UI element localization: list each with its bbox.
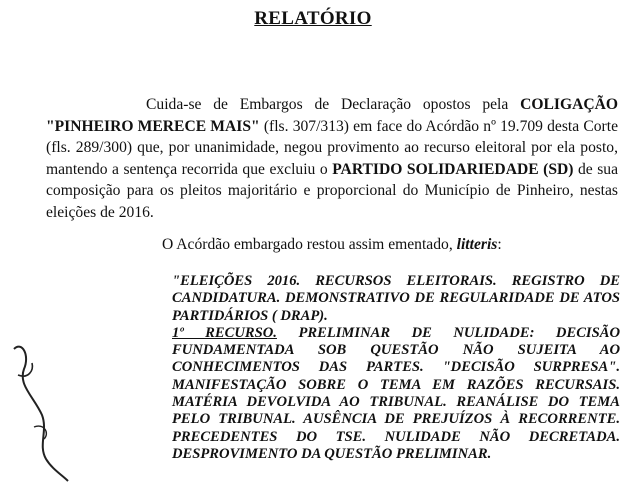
para2-text: O Acórdão embargado restou assim ementado, <box>162 236 453 253</box>
litteris-word: litteris <box>456 236 498 253</box>
handwritten-signature <box>4 335 74 485</box>
ementa-part-1: "ELEIÇÕES 2016. RECURSOS ELEITORAIS. REGISTRO DE CANDIDATURA. DEMONSTRATIVO DE REGULARIDADE DE ATOS PARTIDÁRIOS ( DRAP). <box>172 273 620 324</box>
ementa-quote <box>172 273 620 463</box>
paragraph-indent <box>46 96 146 113</box>
para2-colon: : <box>497 236 502 253</box>
coalition-name: COLIGAÇÃO "PINHEIRO MERECE MAIS" <box>46 96 618 135</box>
para1-text-2: (fls. 307/313) em face do Acórdão nº 19.709 desta Corte (fls. 289/300) que, por unanimidade, negou provimento ao recurso eleitoral por ela posto, mantendo a sentença recorrida que excluiu o <box>46 117 618 178</box>
recurso-label: 1º RECURSO. <box>172 324 277 341</box>
ementa-part-2: PRELIMINAR DE NULIDADE: DECISÃO FUNDAMENTADA SOB QUESTÃO NÃO SUJEITA AO CONHECIMENTOS DAS PARTES. "DECISÃO SURPRESA". MANIFESTAÇÃO SOBRE O TEMA EM RAZÕES RECURSAIS. MATÉRIA DEVOLVIDA AO TRIBUNAL. REANÁLISE DO TEMA PELO TRIBUNAL. AUSÊNCIA DE PREJUÍZOS À RECORRENTE. PRECEDENTES DO TSE. NULIDADE NÃO DECRETADA. DESPROVIMENTO DA QUESTÃO PRELIMINAR. <box>172 324 620 462</box>
intro-paragraph <box>162 234 622 256</box>
report-paragraph <box>46 94 618 223</box>
party-name: PARTIDO SOLIDARIEDADE (SD) <box>332 160 574 178</box>
page-title: RELATÓRIO <box>254 8 372 29</box>
para1-text-3: de sua composição para os pleitos majoritário e proporcional do Município de Pinheiro, nestas eleições de 2016. <box>46 160 618 221</box>
para1-text-1: Cuida-se de Embargos de Declaração opostos pela <box>146 96 509 113</box>
